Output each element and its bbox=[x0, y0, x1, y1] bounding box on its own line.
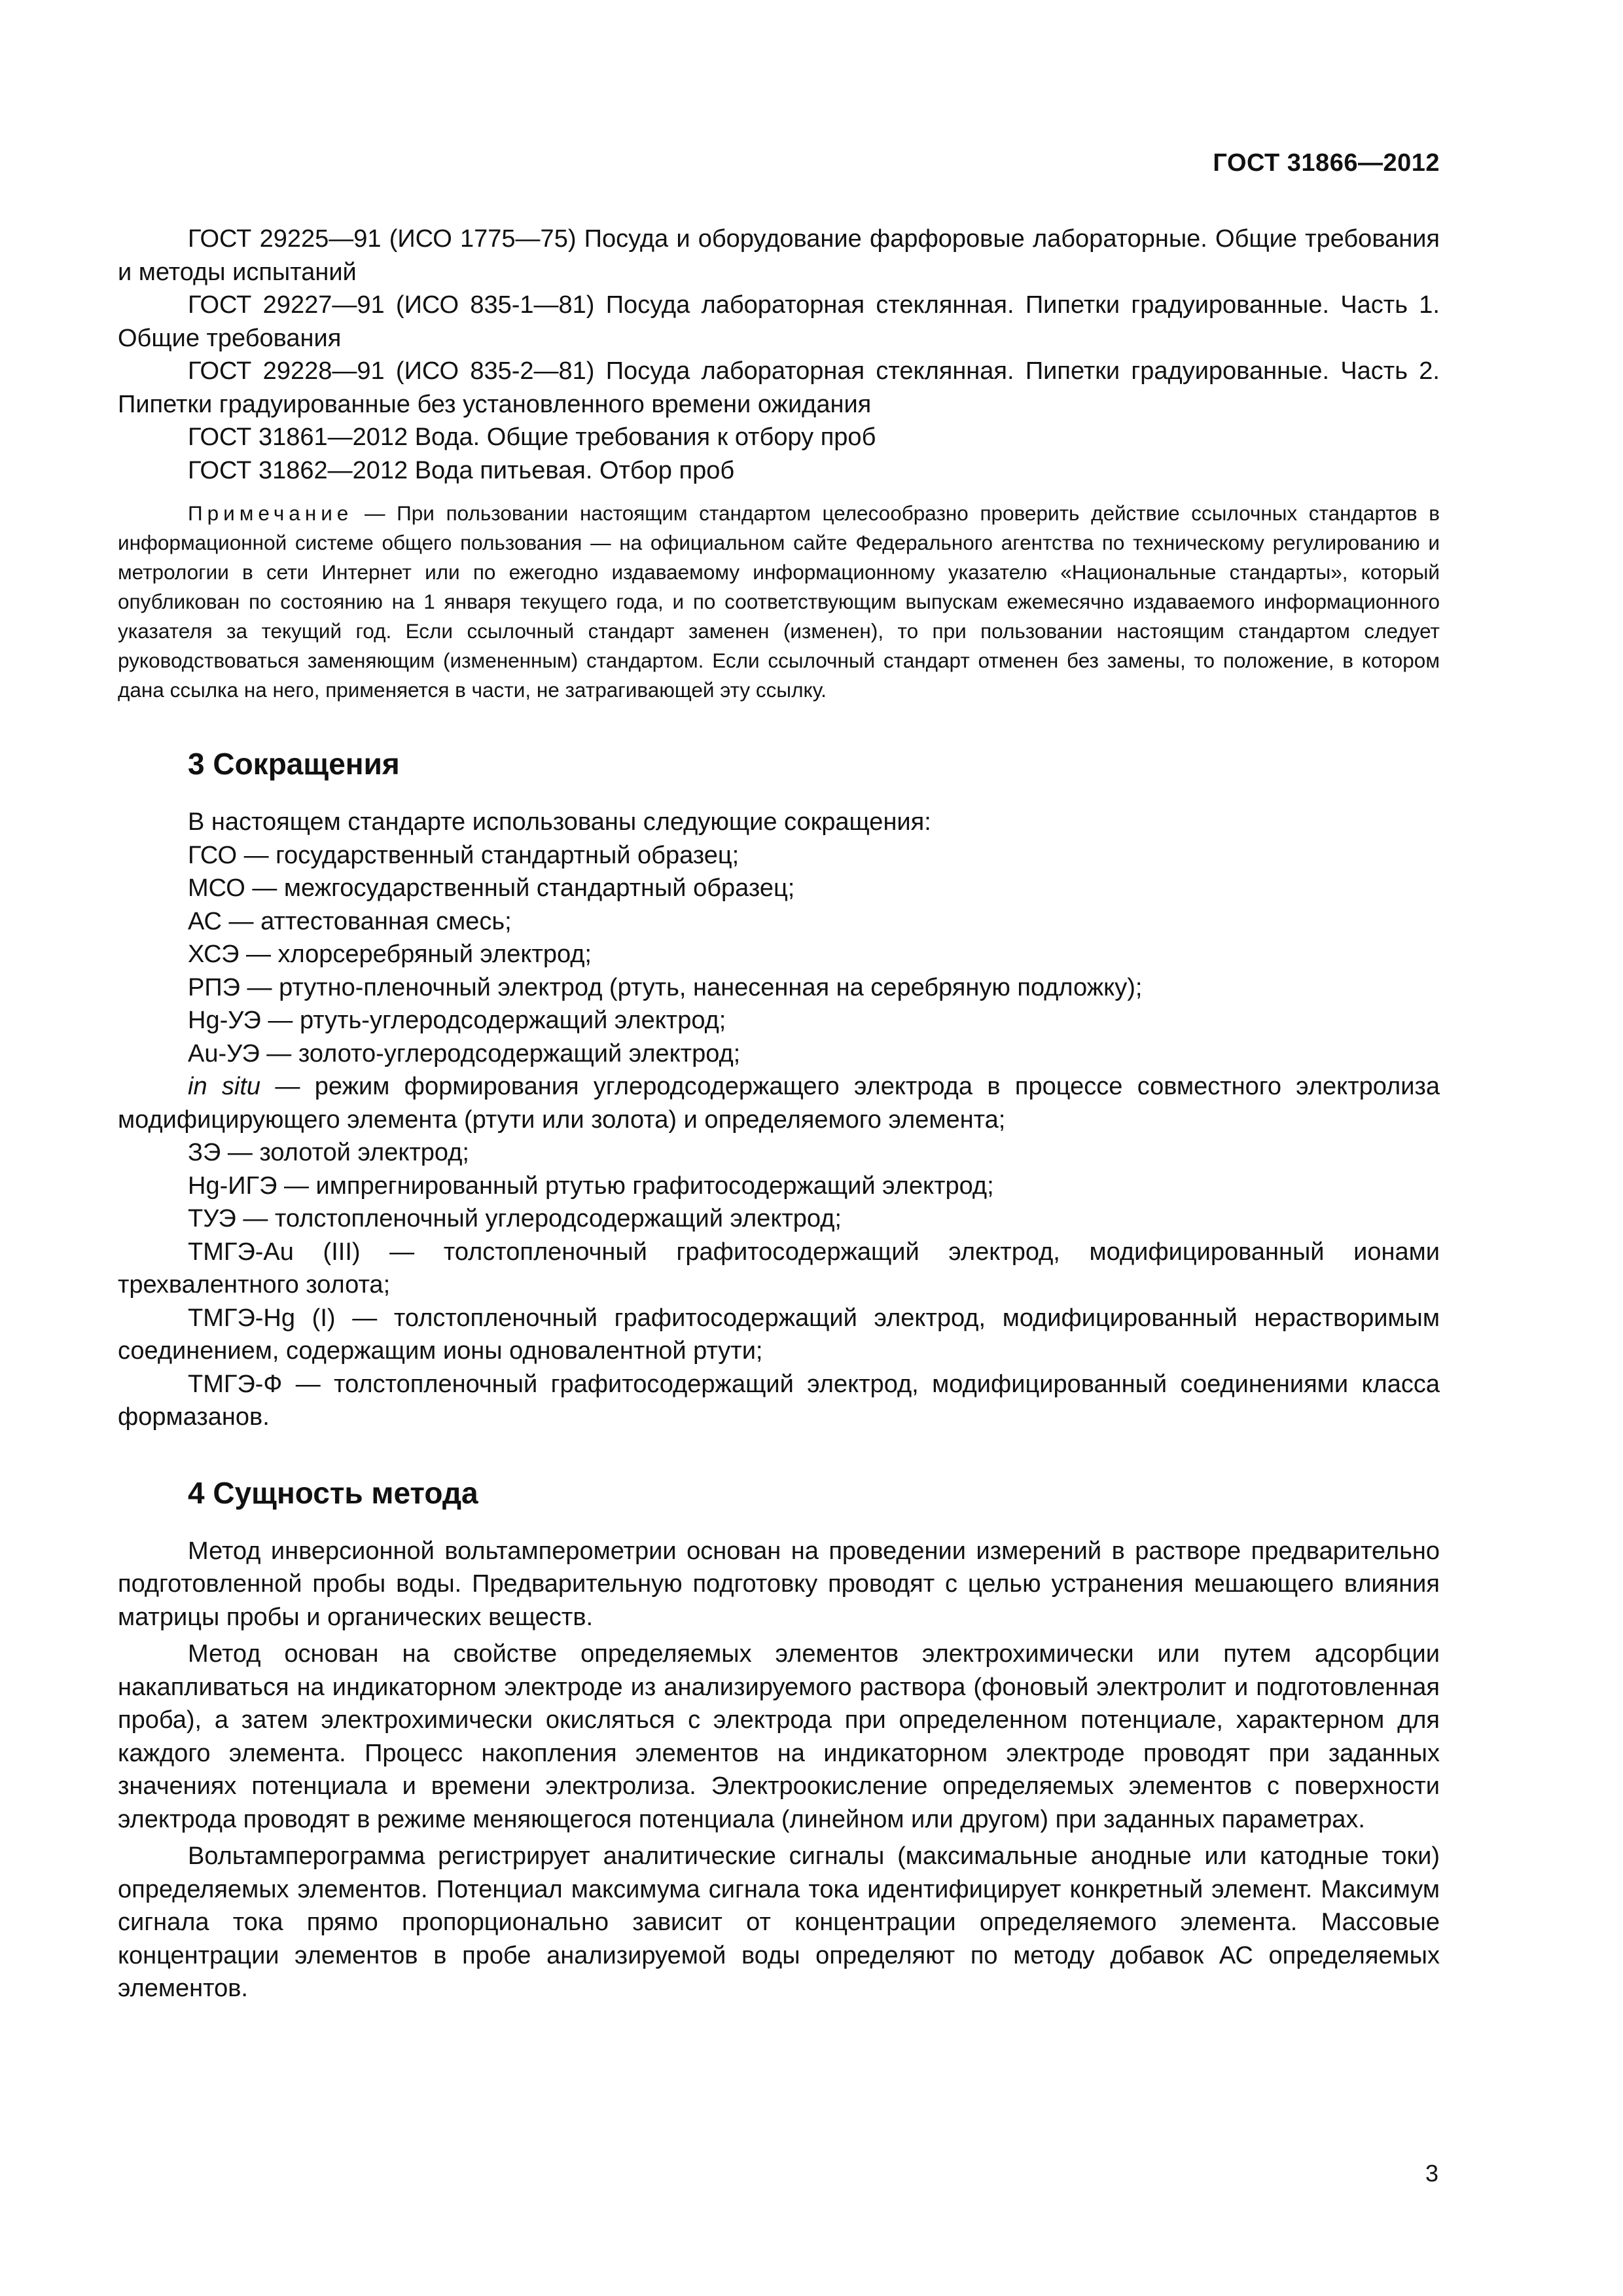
section-3-heading: 3 Сокращения bbox=[188, 747, 400, 781]
abbreviation-item: ТМГЭ-Hg (I) — толстопленочный графитосодержащий электрод, модифицированный нерастворимым соединением, содержащим ионы одновалентной ртути; bbox=[118, 1304, 1440, 1365]
abbreviation-item: ТУЭ — толстопленочный углеродсодержащий электрод; bbox=[188, 1205, 842, 1232]
abbreviation-item: ГСО — государственный стандартный образец; bbox=[188, 841, 740, 869]
abbreviation-item: МСО — межгосударственный стандартный образец; bbox=[188, 874, 795, 902]
note-text: — При пользовании настоящим стандартом целесообразно проверить действие ссылочных стандартов в информационной системе общего пользования — на официальном сайте Федерального агентства по техническому регулированию и метрологии в сети Интернет или по ежегодно издаваемому информационному указателю «Национальные стандарты», который опубликован по состоянию на 1 января текущего года, и по соответствующим выпускам ежемесячно издаваемого информационного указателя за текущий год. Если ссылочный стандарт заменен (изменен), то при пользовании настоящим стандартом следует руководствоваться заменяющим (измененным) стандартом. Если ссылочный стандарт отменен без замены, то положение, в котором дана ссылка на него, применяется в части, не затрагивающей эту ссылку. bbox=[118, 501, 1440, 702]
note-label: Примечание bbox=[188, 501, 353, 525]
abbreviation-item: ТМГЭ-Au (III) — толстопленочный графитосодержащий электрод, модифицированный ионами трехвалентного золота; bbox=[118, 1238, 1440, 1299]
reference-item: ГОСТ 29228—91 (ИСО 835-2—81) Посуда лабораторная стеклянная. Пипетки градуированные. Часть 2. Пипетки градуированные без установленного времени ожидания bbox=[118, 357, 1440, 418]
reference-item: ГОСТ 31862—2012 Вода питьевая. Отбор проб bbox=[188, 456, 735, 484]
document-code: ГОСТ 31866—2012 bbox=[1213, 149, 1440, 177]
abbreviation-item: ТМГЭ-Ф — толстопленочный графитосодержащий электрод, модифицированный соединениями класса формазанов. bbox=[118, 1370, 1440, 1431]
method-paragraph: Метод основан на свойстве определяемых элементов электрохимически или путем адсорбции накапливаться на индикаторном электроде из анализируемого раствора (фоновый электролит и подготовленная проба), а затем электрохимически окисляться с электрода при определенном потенциале, характерном для каждого элемента. Процесс накопления элементов на индикаторном электроде проводят при заданных значениях потенциала и времени электролиза. Электроокисление определяемых элементов с поверхности электрода проводят в режиме меняющегося потенциала (линейном или другом) при заданных параметрах. bbox=[118, 1640, 1440, 1833]
normative-references bbox=[118, 223, 1440, 487]
method-paragraph: Вольтамперограмма регистрирует аналитические сигналы (максимальные анодные или катодные токи) определяемых элементов. Потенциал максимума сигнала тока идентифицирует конкретный элемент. Максимум сигнала тока прямо пропорционально зависит от концентрации определяемого элемента. Массовые концентрации элементов в пробе анализируемой воды определяют по методу добавок АС определяемых элементов. bbox=[118, 1842, 1440, 2002]
abbreviation-item: ЗЭ — золотой электрод; bbox=[188, 1139, 469, 1166]
abbreviation-item-insitu bbox=[118, 1070, 1440, 1136]
reference-item: ГОСТ 29227—91 (ИСО 835-1—81) Посуда лабораторная стеклянная. Пипетки градуированные. Часть 1. Общие требования bbox=[118, 291, 1440, 352]
page-number: 3 bbox=[1425, 2160, 1438, 2187]
abbreviation-item: РПЭ — ртутно-пленочный электрод (ртуть, нанесенная на серебряную подложку); bbox=[188, 973, 1143, 1001]
reference-item: ГОСТ 29225—91 (ИСО 1775—75) Посуда и оборудование фарфоровые лабораторные. Общие требования и методы испытаний bbox=[118, 225, 1440, 286]
insitu-definition: — режим формирования углеродсодержащего электрода в процессе совместного электролиза модифицирующего элемента (ртути или золота) и определяемого элемента; bbox=[118, 1073, 1440, 1134]
abbreviation-item: АС — аттестованная смесь; bbox=[188, 907, 512, 935]
method-paragraph: Метод инверсионной вольтамперометрии основан на проведении измерений в растворе предварительно подготовленной пробы воды. Предварительную подготовку проводят с целью устранения мешающего влияния матрицы пробы и органических веществ. bbox=[118, 1537, 1440, 1631]
abbreviation-item: Hg-УЭ — ртуть-углеродсодержащий электрод; bbox=[188, 1007, 726, 1034]
note bbox=[118, 499, 1440, 705]
abbreviations-list bbox=[118, 806, 1440, 1434]
abbreviation-item: ХСЭ — хлорсеребряный электрод; bbox=[188, 941, 592, 968]
method-description bbox=[118, 1535, 1440, 2005]
reference-item: ГОСТ 31861—2012 Вода. Общие требования к отбору проб bbox=[188, 423, 876, 451]
insitu-term: in situ bbox=[188, 1073, 261, 1100]
abbreviation-item: Hg-ИГЭ — импрегнированный ртутью графитосодержащий электрод; bbox=[188, 1172, 994, 1200]
abbreviation-item: Au-УЭ — золото-углеродсодержащий электрод; bbox=[188, 1039, 741, 1067]
page-content bbox=[118, 223, 1440, 2005]
abbreviations-intro: В настоящем стандарте использованы следующие сокращения: bbox=[188, 808, 931, 836]
section-4-heading: 4 Сущность метода bbox=[188, 1475, 478, 1510]
